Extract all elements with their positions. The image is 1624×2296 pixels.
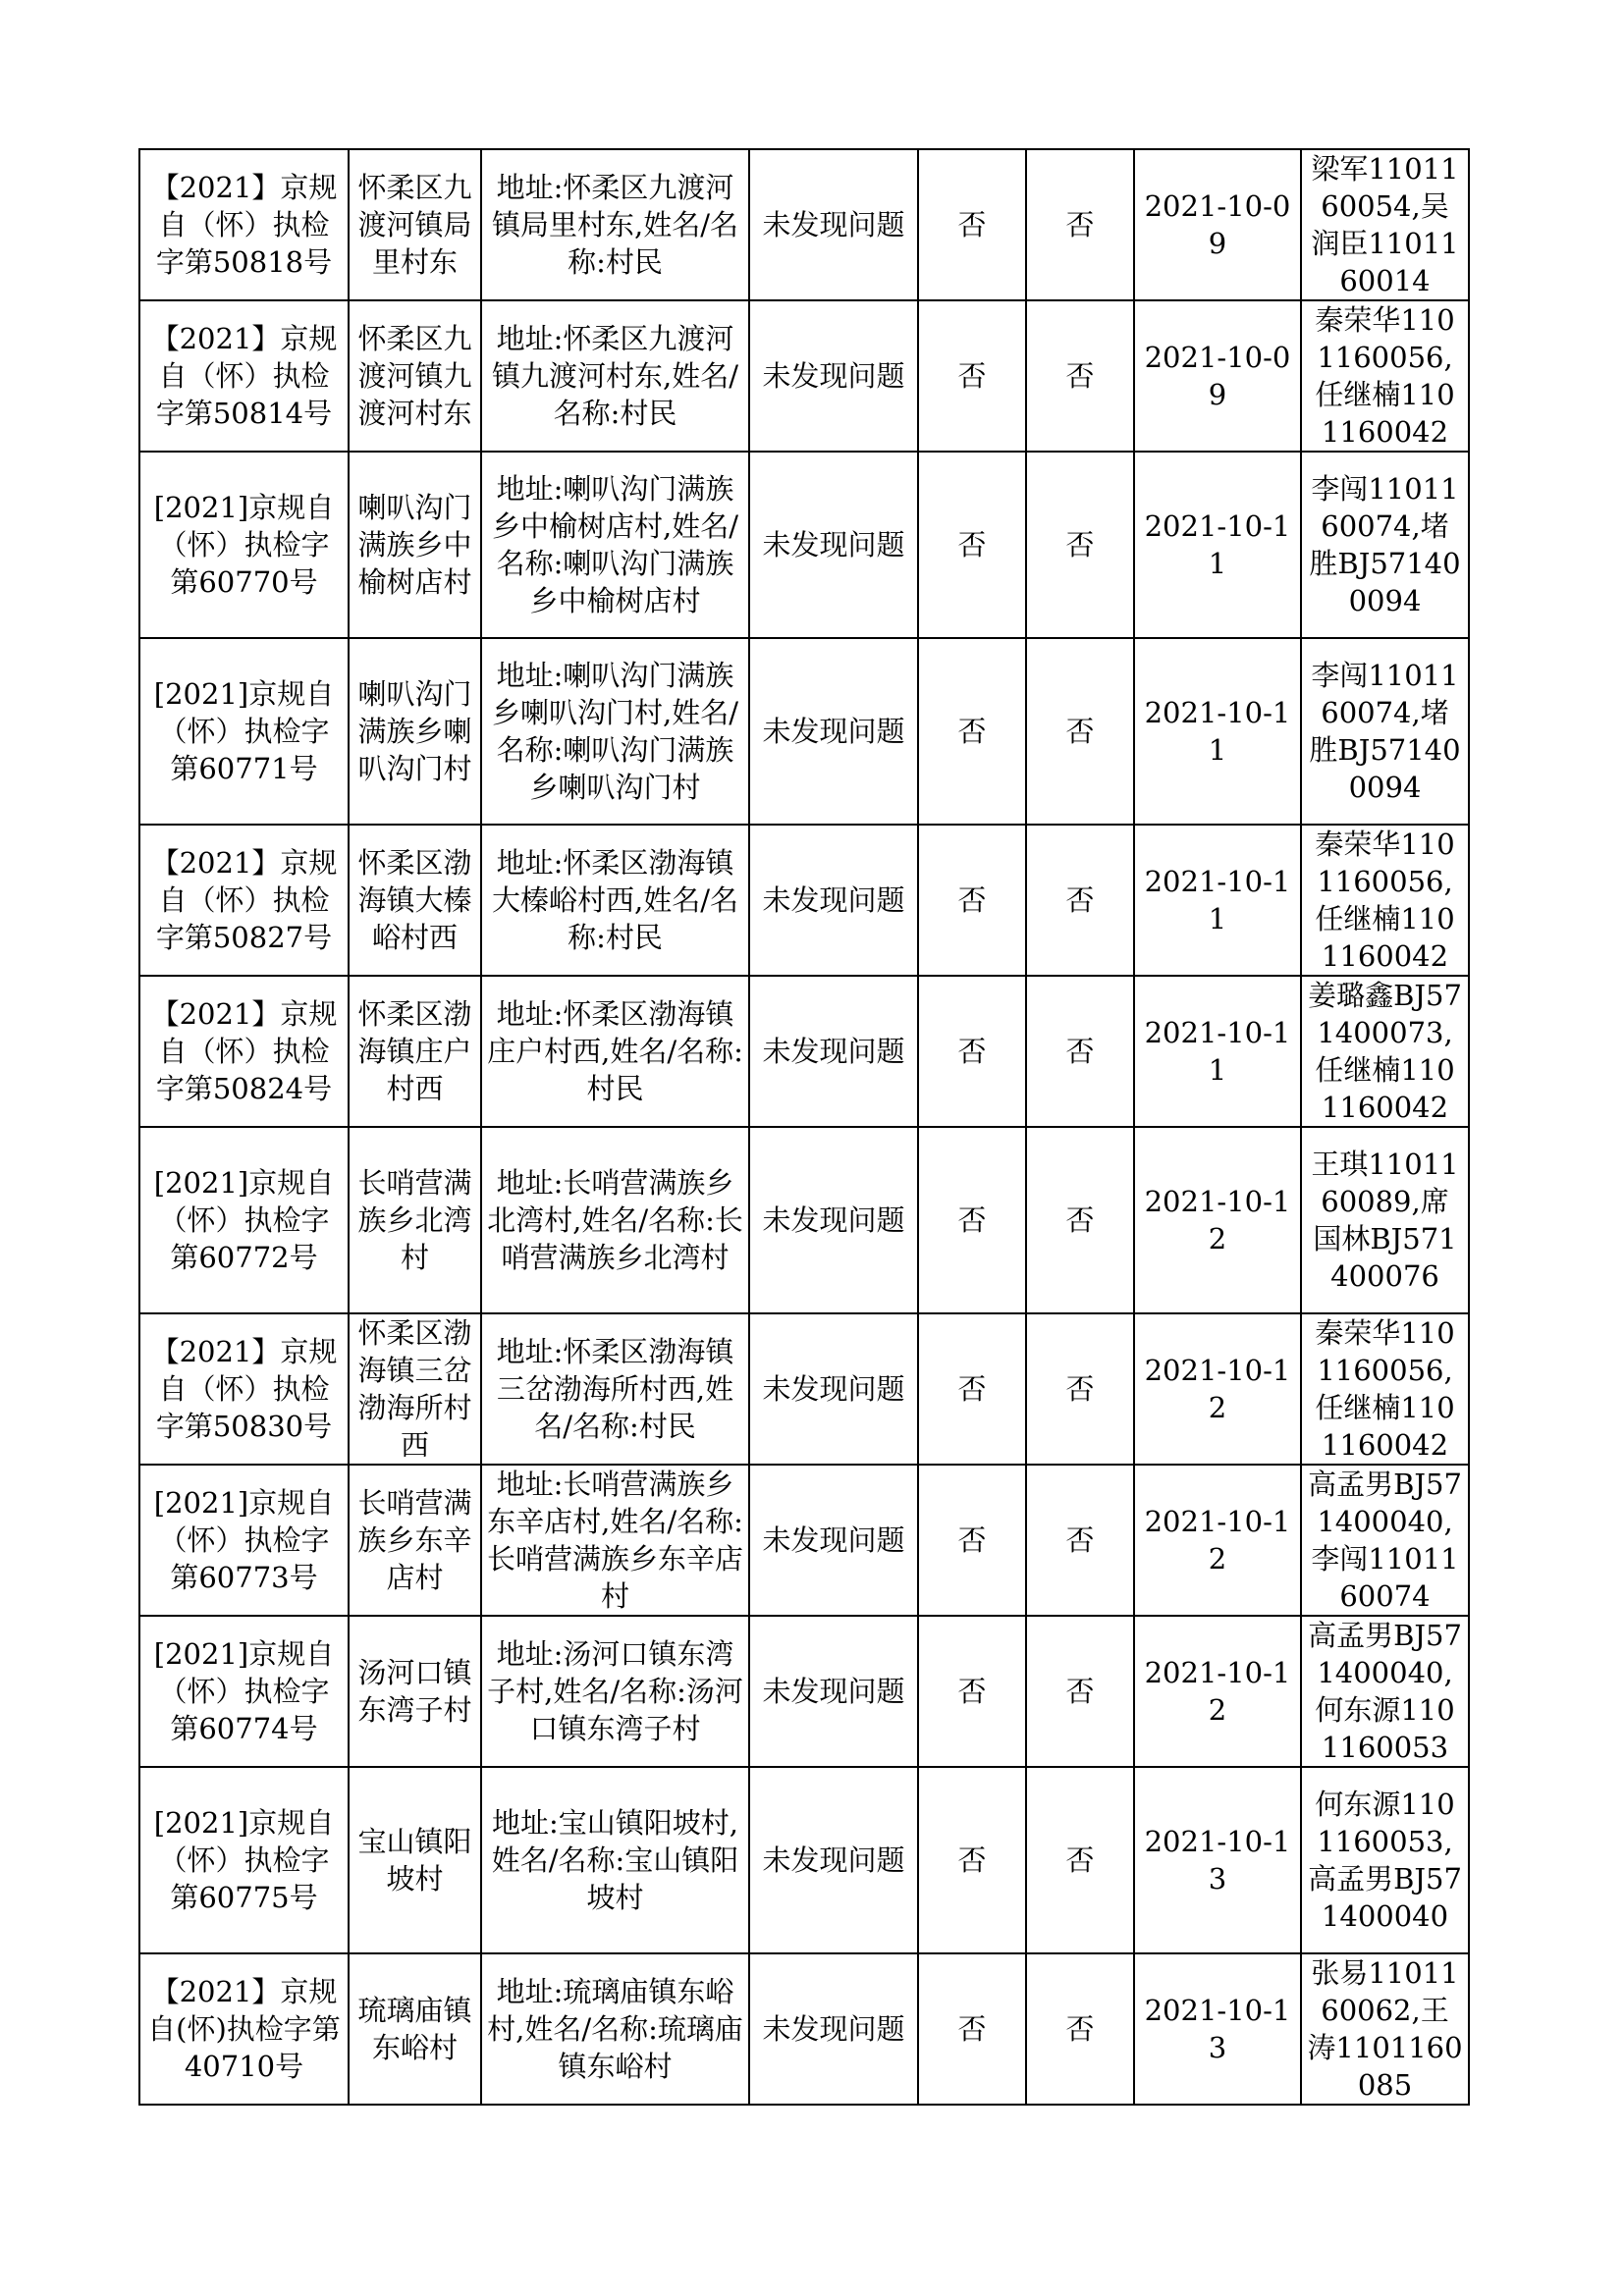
location-text: 汤河口镇东湾子村 — [357, 1656, 472, 1727]
inspectors-text: 王琪1101160089,席国林BJ571400076 — [1311, 1148, 1459, 1293]
inspection-date-cell — [1134, 149, 1301, 300]
address-party-cell — [481, 1616, 749, 1767]
flag-b-cell — [1026, 1313, 1134, 1465]
inspection-result-text: 未发现问题 — [762, 883, 905, 917]
inspectors-text: 高孟男BJ571400040,何东源1101160053 — [1308, 1619, 1462, 1764]
flag-b-cell — [1026, 1767, 1134, 1953]
inspection-date-cell — [1134, 452, 1301, 638]
inspection-date-text: 2021-10-11 — [1144, 509, 1291, 580]
flag-b-cell — [1026, 1953, 1134, 2105]
inspection-records-table — [138, 148, 1470, 2106]
case-number-cell — [139, 976, 349, 1127]
flag-a-cell — [918, 1127, 1026, 1313]
case-number-cell — [139, 1127, 349, 1313]
address-party-cell — [481, 825, 749, 976]
case-number-text: [2021]京规自（怀）执检字第60770号 — [153, 491, 335, 599]
inspection-result-text: 未发现问题 — [762, 1843, 905, 1877]
table-body — [139, 149, 1469, 2105]
flag-b-text: 否 — [1065, 1675, 1095, 1708]
table-row — [139, 825, 1469, 976]
inspection-result-cell — [749, 1465, 918, 1616]
flag-b-text: 否 — [1065, 208, 1095, 241]
flag-b-text: 否 — [1065, 1843, 1095, 1877]
flag-b-cell — [1026, 149, 1134, 300]
location-text: 怀柔区渤海镇大榛峪村西 — [357, 846, 472, 954]
flag-a-text: 否 — [957, 359, 987, 393]
flag-a-text: 否 — [957, 528, 987, 561]
flag-b-text: 否 — [1065, 1523, 1095, 1557]
case-number-text: 【2021】京规自（怀）执检字第50818号 — [150, 171, 338, 279]
inspection-date-cell — [1134, 825, 1301, 976]
inspection-date-text: 2021-10-11 — [1144, 1016, 1291, 1087]
case-number-cell — [139, 452, 349, 638]
case-number-cell — [139, 300, 349, 452]
flag-b-cell — [1026, 976, 1134, 1127]
address-party-text: 地址:喇叭沟门满族乡中榆树店村,姓名/名称:喇叭沟门满族乡中榆树店村 — [492, 472, 738, 617]
inspectors-text: 张易1101160062,王涛1101160085 — [1307, 1956, 1463, 2102]
location-cell — [349, 300, 481, 452]
location-cell — [349, 149, 481, 300]
inspectors-text: 何东源1101160053,高孟男BJ571400040 — [1308, 1788, 1462, 1933]
address-party-cell — [481, 1313, 749, 1465]
address-party-text: 地址:怀柔区渤海镇庄户村西,姓名/名称:村民 — [487, 997, 743, 1105]
flag-a-text: 否 — [957, 2012, 987, 2046]
inspection-date-text: 2021-10-09 — [1144, 189, 1291, 260]
inspectors-text: 梁军1101160054,吴润臣1101160014 — [1311, 152, 1459, 297]
flag-b-text: 否 — [1065, 1035, 1095, 1068]
inspection-result-text: 未发现问题 — [762, 1675, 905, 1708]
case-number-cell — [139, 638, 349, 825]
inspection-date-text: 2021-10-11 — [1144, 865, 1291, 935]
location-cell — [349, 1465, 481, 1616]
address-party-text: 地址:怀柔区九渡河镇九渡河村东,姓名/名称:村民 — [492, 322, 738, 430]
inspectors-cell — [1301, 1313, 1469, 1465]
flag-b-text: 否 — [1065, 883, 1095, 917]
location-text: 宝山镇阳坡村 — [357, 1825, 472, 1896]
inspectors-cell — [1301, 1465, 1469, 1616]
inspection-result-cell — [749, 976, 918, 1127]
case-number-text: [2021]京规自（怀）执检字第60775号 — [153, 1806, 335, 1914]
flag-a-text: 否 — [957, 1372, 987, 1406]
inspection-date-text: 2021-10-13 — [1144, 1825, 1291, 1896]
location-cell — [349, 976, 481, 1127]
address-party-cell — [481, 1465, 749, 1616]
inspection-date-text: 2021-10-13 — [1144, 1994, 1291, 2064]
flag-a-cell — [918, 825, 1026, 976]
inspection-result-text: 未发现问题 — [762, 2012, 905, 2046]
flag-b-text: 否 — [1065, 359, 1095, 393]
inspection-result-text: 未发现问题 — [762, 528, 905, 561]
inspection-result-cell — [749, 300, 918, 452]
location-text: 长哨营满族乡北湾村 — [357, 1166, 472, 1274]
address-party-text: 地址:琉璃庙镇东峪村,姓名/名称:琉璃庙镇东峪村 — [487, 1975, 743, 2083]
inspectors-cell — [1301, 1127, 1469, 1313]
inspection-result-text: 未发现问题 — [762, 1372, 905, 1406]
location-text: 琉璃庙镇东峪村 — [357, 1994, 472, 2064]
address-party-text: 地址:宝山镇阳坡村,姓名/名称:宝山镇阳坡村 — [491, 1806, 739, 1914]
inspection-date-cell — [1134, 1313, 1301, 1465]
table-row — [139, 976, 1469, 1127]
table-row — [139, 638, 1469, 825]
location-text: 长哨营满族乡东辛店村 — [357, 1486, 472, 1594]
inspection-date-cell — [1134, 1127, 1301, 1313]
flag-b-cell — [1026, 452, 1134, 638]
inspection-result-text: 未发现问题 — [762, 1035, 905, 1068]
table-row — [139, 1465, 1469, 1616]
location-text: 喇叭沟门满族乡中榆树店村 — [357, 491, 472, 599]
inspection-date-cell — [1134, 1767, 1301, 1953]
case-number-text: 【2021】京规自（怀）执检字第50814号 — [150, 322, 338, 430]
inspection-result-cell — [749, 1953, 918, 2105]
inspectors-cell — [1301, 149, 1469, 300]
case-number-text: 【2021】京规自(怀)执检字第40710号 — [147, 1975, 341, 2083]
location-cell — [349, 1616, 481, 1767]
location-cell — [349, 1953, 481, 2105]
location-cell — [349, 452, 481, 638]
inspectors-text: 秦荣华1101160056,任继楠1101160042 — [1315, 1316, 1455, 1462]
inspection-result-cell — [749, 638, 918, 825]
address-party-text: 地址:怀柔区渤海镇三岔渤海所村西,姓名/名称:村民 — [496, 1335, 734, 1443]
flag-a-text: 否 — [957, 1035, 987, 1068]
address-party-cell — [481, 976, 749, 1127]
address-party-text: 地址:怀柔区九渡河镇局里村东,姓名/名称:村民 — [492, 171, 738, 279]
inspection-result-text: 未发现问题 — [762, 1523, 905, 1557]
inspection-date-cell — [1134, 976, 1301, 1127]
case-number-cell — [139, 1465, 349, 1616]
case-number-text: [2021]京规自（怀）执检字第60772号 — [153, 1166, 335, 1274]
address-party-cell — [481, 1127, 749, 1313]
inspection-date-cell — [1134, 300, 1301, 452]
location-text: 怀柔区九渡河镇局里村东 — [357, 171, 472, 279]
inspectors-cell — [1301, 1767, 1469, 1953]
inspection-date-text: 2021-10-09 — [1144, 341, 1291, 411]
flag-b-text: 否 — [1065, 2012, 1095, 2046]
inspection-date-cell — [1134, 1953, 1301, 2105]
flag-a-cell — [918, 976, 1026, 1127]
flag-a-text: 否 — [957, 1523, 987, 1557]
flag-b-text: 否 — [1065, 1203, 1095, 1237]
inspection-result-text: 未发现问题 — [762, 208, 905, 241]
address-party-text: 地址:长哨营满族乡北湾村,姓名/名称:长哨营满族乡北湾村 — [487, 1166, 743, 1274]
location-text: 喇叭沟门满族乡喇叭沟门村 — [357, 677, 472, 785]
address-party-cell — [481, 1953, 749, 2105]
address-party-text: 地址:长哨营满族乡东辛店村,姓名/名称:长哨营满族乡东辛店村 — [487, 1468, 744, 1613]
address-party-cell — [481, 452, 749, 638]
inspectors-cell — [1301, 300, 1469, 452]
address-party-cell — [481, 1767, 749, 1953]
flag-b-text: 否 — [1065, 1372, 1095, 1406]
case-number-cell — [139, 1767, 349, 1953]
inspection-result-text: 未发现问题 — [762, 359, 905, 393]
case-number-cell — [139, 1616, 349, 1767]
flag-a-cell — [918, 1767, 1026, 1953]
case-number-text: 【2021】京规自（怀）执检字第50830号 — [150, 1335, 338, 1443]
flag-a-text: 否 — [957, 715, 987, 748]
flag-a-text: 否 — [957, 1675, 987, 1708]
flag-b-cell — [1026, 300, 1134, 452]
table-row — [139, 1127, 1469, 1313]
inspectors-text: 高孟男BJ571400040,李闯1101160074 — [1308, 1468, 1462, 1613]
flag-b-cell — [1026, 1127, 1134, 1313]
flag-a-text: 否 — [957, 1203, 987, 1237]
inspectors-cell — [1301, 638, 1469, 825]
inspection-result-cell — [749, 1767, 918, 1953]
table-row — [139, 1616, 1469, 1767]
flag-b-text: 否 — [1065, 528, 1095, 561]
inspection-date-cell — [1134, 638, 1301, 825]
flag-a-text: 否 — [957, 1843, 987, 1877]
case-number-text: [2021]京规自（怀）执检字第60771号 — [153, 677, 335, 785]
case-number-text: [2021]京规自（怀）执检字第60774号 — [153, 1637, 335, 1745]
location-cell — [349, 1127, 481, 1313]
inspection-result-text: 未发现问题 — [762, 1203, 905, 1237]
inspectors-text: 姜璐鑫BJ571400073,任继楠1101160042 — [1308, 979, 1462, 1124]
case-number-cell — [139, 1953, 349, 2105]
inspection-date-cell — [1134, 1616, 1301, 1767]
address-party-text: 地址:汤河口镇东湾子村,姓名/名称:汤河口镇东湾子村 — [487, 1637, 743, 1745]
location-cell — [349, 638, 481, 825]
flag-b-cell — [1026, 1465, 1134, 1616]
address-party-cell — [481, 149, 749, 300]
flag-a-cell — [918, 1953, 1026, 2105]
table-row — [139, 1313, 1469, 1465]
inspectors-cell — [1301, 976, 1469, 1127]
table-row — [139, 149, 1469, 300]
flag-a-cell — [918, 300, 1026, 452]
inspection-result-cell — [749, 1616, 918, 1767]
inspection-result-cell — [749, 149, 918, 300]
inspectors-text: 秦荣华1101160056,任继楠1101160042 — [1315, 828, 1455, 973]
inspection-date-text: 2021-10-12 — [1144, 1354, 1291, 1424]
inspectors-text: 李闯1101160074,堵胜BJ571400094 — [1309, 659, 1461, 804]
case-number-text: 【2021】京规自（怀）执检字第50827号 — [150, 846, 338, 954]
inspectors-cell — [1301, 1953, 1469, 2105]
inspection-result-cell — [749, 1313, 918, 1465]
flag-a-text: 否 — [957, 208, 987, 241]
flag-b-cell — [1026, 638, 1134, 825]
case-number-text: [2021]京规自（怀）执检字第60773号 — [153, 1486, 335, 1594]
table-row — [139, 1767, 1469, 1953]
flag-b-text: 否 — [1065, 715, 1095, 748]
location-cell — [349, 1313, 481, 1465]
inspection-result-cell — [749, 1127, 918, 1313]
table-row — [139, 300, 1469, 452]
location-text: 怀柔区渤海镇庄户村西 — [357, 997, 472, 1105]
case-number-cell — [139, 149, 349, 300]
case-number-cell — [139, 1313, 349, 1465]
location-cell — [349, 1767, 481, 1953]
address-party-text: 地址:怀柔区渤海镇大榛峪村西,姓名/名称:村民 — [492, 846, 738, 954]
inspection-date-text: 2021-10-12 — [1144, 1185, 1291, 1255]
inspection-date-cell — [1134, 1465, 1301, 1616]
flag-a-cell — [918, 1616, 1026, 1767]
flag-a-cell — [918, 452, 1026, 638]
inspectors-text: 秦荣华1101160056,任继楠1101160042 — [1315, 303, 1455, 449]
flag-a-cell — [918, 1465, 1026, 1616]
inspection-date-text: 2021-10-11 — [1144, 696, 1291, 767]
location-cell — [349, 825, 481, 976]
flag-a-cell — [918, 1313, 1026, 1465]
case-number-cell — [139, 825, 349, 976]
flag-b-cell — [1026, 825, 1134, 976]
inspectors-cell — [1301, 1616, 1469, 1767]
inspectors-text: 李闯1101160074,堵胜BJ571400094 — [1309, 472, 1461, 617]
location-text: 怀柔区渤海镇三岔渤海所村西 — [357, 1316, 472, 1462]
flag-a-cell — [918, 149, 1026, 300]
inspection-result-cell — [749, 825, 918, 976]
address-party-cell — [481, 300, 749, 452]
inspection-result-text: 未发现问题 — [762, 715, 905, 748]
table-row — [139, 452, 1469, 638]
case-number-text: 【2021】京规自（怀）执检字第50824号 — [150, 997, 338, 1105]
flag-b-cell — [1026, 1616, 1134, 1767]
flag-a-text: 否 — [957, 883, 987, 917]
inspection-date-text: 2021-10-12 — [1144, 1656, 1291, 1727]
inspection-result-cell — [749, 452, 918, 638]
address-party-text: 地址:喇叭沟门满族乡喇叭沟门村,姓名/名称:喇叭沟门满族乡喇叭沟门村 — [492, 659, 738, 804]
address-party-cell — [481, 638, 749, 825]
location-text: 怀柔区九渡河镇九渡河村东 — [357, 322, 472, 430]
table-row — [139, 1953, 1469, 2105]
inspection-date-text: 2021-10-12 — [1144, 1505, 1291, 1575]
flag-a-cell — [918, 638, 1026, 825]
inspectors-cell — [1301, 452, 1469, 638]
inspectors-cell — [1301, 825, 1469, 976]
